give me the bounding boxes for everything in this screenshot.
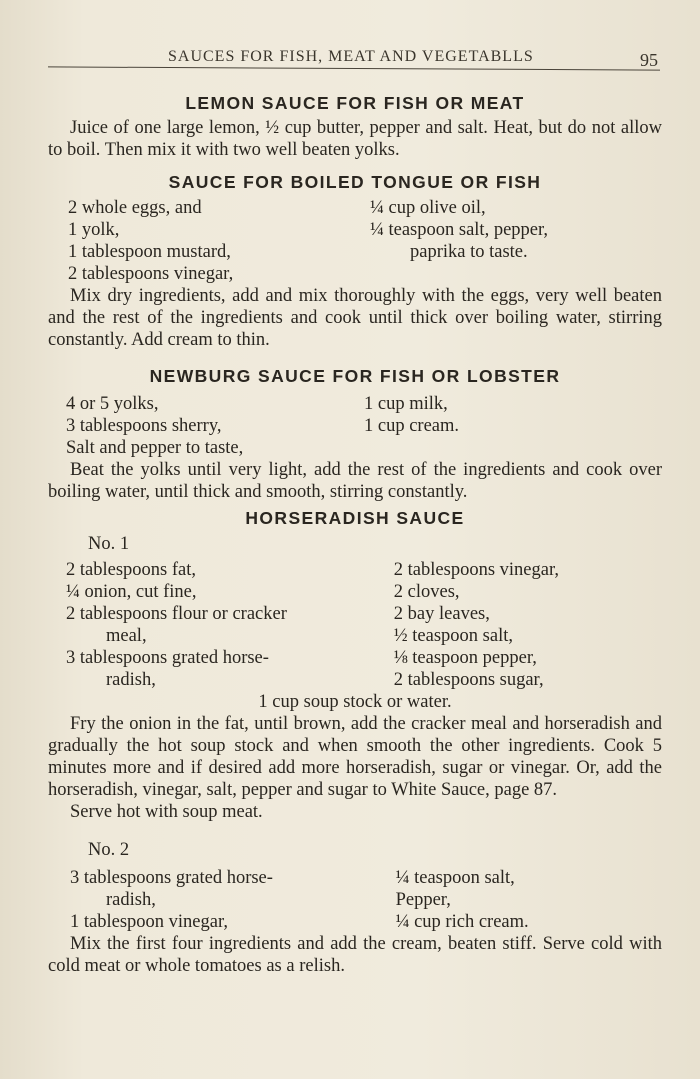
ingredients-right	[360, 197, 662, 285]
ingredients-right	[364, 393, 662, 437]
ingredient: paprika to taste.	[410, 242, 528, 262]
ingredient: 3 tablespoons grated horse-	[70, 868, 273, 888]
ingredients-left	[48, 197, 360, 285]
ingredient: 2 tablespoons vinegar,	[68, 264, 234, 284]
ingredient: 1 cup milk,	[364, 394, 448, 414]
ingredient: 3 tablespoons sherry,	[66, 416, 222, 436]
ingredients-horseradish-no1	[48, 559, 662, 691]
ingredients-right	[396, 867, 662, 933]
ingredients-right	[394, 559, 662, 691]
recipe-body-newburg-sauce: Beat the yolks until very light, add the rest of the ingredients and cook over boiling water, until thick and smooth, stirring constantly.	[48, 460, 662, 502]
recipe-title-newburg-sauce: NEWBURG SAUCE FOR FISH OR LOBSTER	[149, 366, 561, 386]
page-content	[48, 88, 662, 977]
header-rule	[48, 66, 660, 70]
ingredient: 3 tablespoons grated horse-	[66, 648, 269, 668]
ingredient: 4 or 5 yolks,	[66, 394, 159, 414]
ingredient: 2 whole eggs, and	[68, 198, 202, 218]
ingredient: ¼ cup olive oil,	[370, 198, 486, 218]
recipe-title-tongue-sauce: SAUCE FOR BOILED TONGUE OR FISH	[168, 172, 542, 192]
running-head: SAUCES FOR FISH, MEAT AND VEGETABLLS	[168, 48, 534, 65]
recipe-body-horseradish-no2: Mix the first four ingredients and add the cream, beaten stiff. Serve cold with cold meat or whole tomatoes as a relish.	[48, 934, 662, 976]
recipe-body-tongue-sauce: Mix dry ingredients, add and mix thoroughly with the eggs, very well beaten and the rest of the ingredients and cook until thick over boiling water, stirring constantly. Add cream to thin.	[48, 286, 662, 350]
ingredient-soup-stock: 1 cup soup stock or water.	[258, 692, 452, 712]
ingredient: 1 tablespoon mustard,	[68, 242, 231, 262]
ingredients-newburg-sauce	[48, 393, 662, 437]
variant-label-no1: No. 1	[88, 534, 130, 554]
page-number: 95	[640, 50, 658, 70]
ingredient: 1 tablespoon vinegar,	[70, 912, 229, 932]
ingredient: 2 tablespoons vinegar,	[393, 560, 560, 580]
ingredient: meal,	[106, 626, 147, 646]
ingredient: 2 tablespoons fat,	[66, 560, 196, 580]
ingredient: ¼ cup rich cream.	[395, 912, 529, 932]
ingredient: radish,	[106, 670, 156, 690]
serving-note-horseradish-no1: Serve hot with soup meat.	[70, 802, 263, 822]
recipe-title-lemon-sauce: LEMON SAUCE FOR FISH OR MEAT	[185, 93, 525, 113]
variant-label-no2: No. 2	[88, 840, 130, 860]
recipe-body-lemon-sauce: Juice of one large lemon, ½ cup butter, pepper and salt. Heat, but do not allow to boil. Then mix it with two well beaten yolks.	[48, 118, 662, 160]
ingredients-tongue-sauce	[48, 197, 662, 285]
ingredient: ¼ onion, cut fine,	[66, 582, 197, 602]
ingredient: 2 tablespoons sugar,	[393, 670, 544, 690]
ingredient: 1 yolk,	[68, 220, 120, 240]
ingredient: ½ teaspoon salt,	[393, 626, 513, 646]
ingredient: 2 bay leaves,	[393, 604, 490, 624]
ingredient: ¼ teaspoon salt,	[395, 868, 515, 888]
ingredients-horseradish-no2	[48, 867, 662, 933]
recipe-body-horseradish-no1: Fry the onion in the fat, until brown, add the cracker meal and horseradish and gradually the hot soup stock and when smooth the other ingredients. Cook 5 minutes more and if desired add more horseradish, sugar or vinegar. Or, add the horseradish, vinegar, salt, pepper and sugar to White Sauce, page 87.	[48, 714, 662, 800]
ingredient: 2 cloves,	[393, 582, 460, 602]
ingredient: 1 cup cream.	[364, 416, 460, 436]
ingredient: radish,	[106, 890, 156, 910]
recipe-title-horseradish-sauce: HORSERADISH SAUCE	[245, 508, 465, 528]
ingredient: ⅛ teaspoon pepper,	[393, 648, 537, 668]
page-header	[48, 44, 660, 74]
ingredient: 2 tablespoons flour or cracker	[66, 604, 287, 624]
ingredient-seasoning: Salt and pepper to taste,	[66, 438, 244, 458]
ingredients-left	[48, 867, 396, 933]
ingredients-left	[48, 393, 364, 437]
ingredient: ¼ teaspoon salt, pepper,	[370, 220, 549, 240]
ingredient: Pepper,	[395, 890, 451, 910]
ingredients-left	[48, 559, 394, 691]
